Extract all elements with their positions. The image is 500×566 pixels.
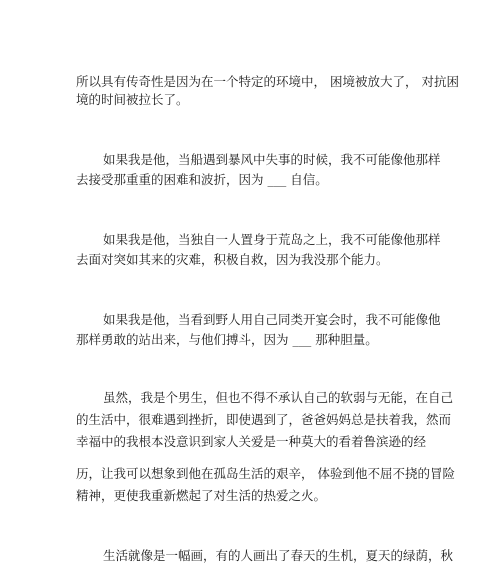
paragraph-line: 去接受那重重的困难和波折，因为 ___ 自信。: [76, 172, 328, 187]
paragraph-line: 虽然，我是个男生，但也不得不承认自己的软弱与无能，在自己: [103, 390, 454, 405]
paragraph-line: 生活就像是一幅画，有的人画出了春天的生机，夏天的绿荫，秋: [103, 548, 454, 563]
paragraph-line: 境的时间被拉长了。: [76, 92, 189, 107]
paragraph-line: 历，让我可以想象到他在孤岛生活的艰辛， 体验到他不屈不挠的冒险: [76, 466, 455, 481]
paragraph-line: 幸福中的我根本没意识到家人关爱是一种莫大的看着鲁滨逊的经: [76, 434, 427, 449]
paragraph-line: 去面对突如其来的灾难，积极自救，因为我没那个能力。: [76, 252, 389, 267]
paragraph-line: 如果我是他，当独自一人置身于荒岛之上，我不可能像他那样: [103, 232, 441, 247]
paragraph-line: 精神，更使我重新燃起了对生活的热爱之火。: [76, 488, 327, 503]
paragraph-line: 那样勇敢的站出来，与他们搏斗，因为 ___ 那种胆量。: [76, 332, 378, 347]
paragraph-line: 如果我是他，当看到野人用自己同类开宴会时，我不可能像他: [103, 312, 441, 327]
paragraph-line: 所以具有传奇性是因为在一个特定的环境中， 困境被放大了， 对抗困: [76, 74, 459, 89]
paragraph-line: 如果我是他，当船遇到暴风中失事的时候，我不可能像他那样: [103, 152, 441, 167]
paragraph-line: 的生活中，很难遇到挫折，即使遇到了，爸爸妈妈总是扶着我，然而: [76, 412, 452, 427]
